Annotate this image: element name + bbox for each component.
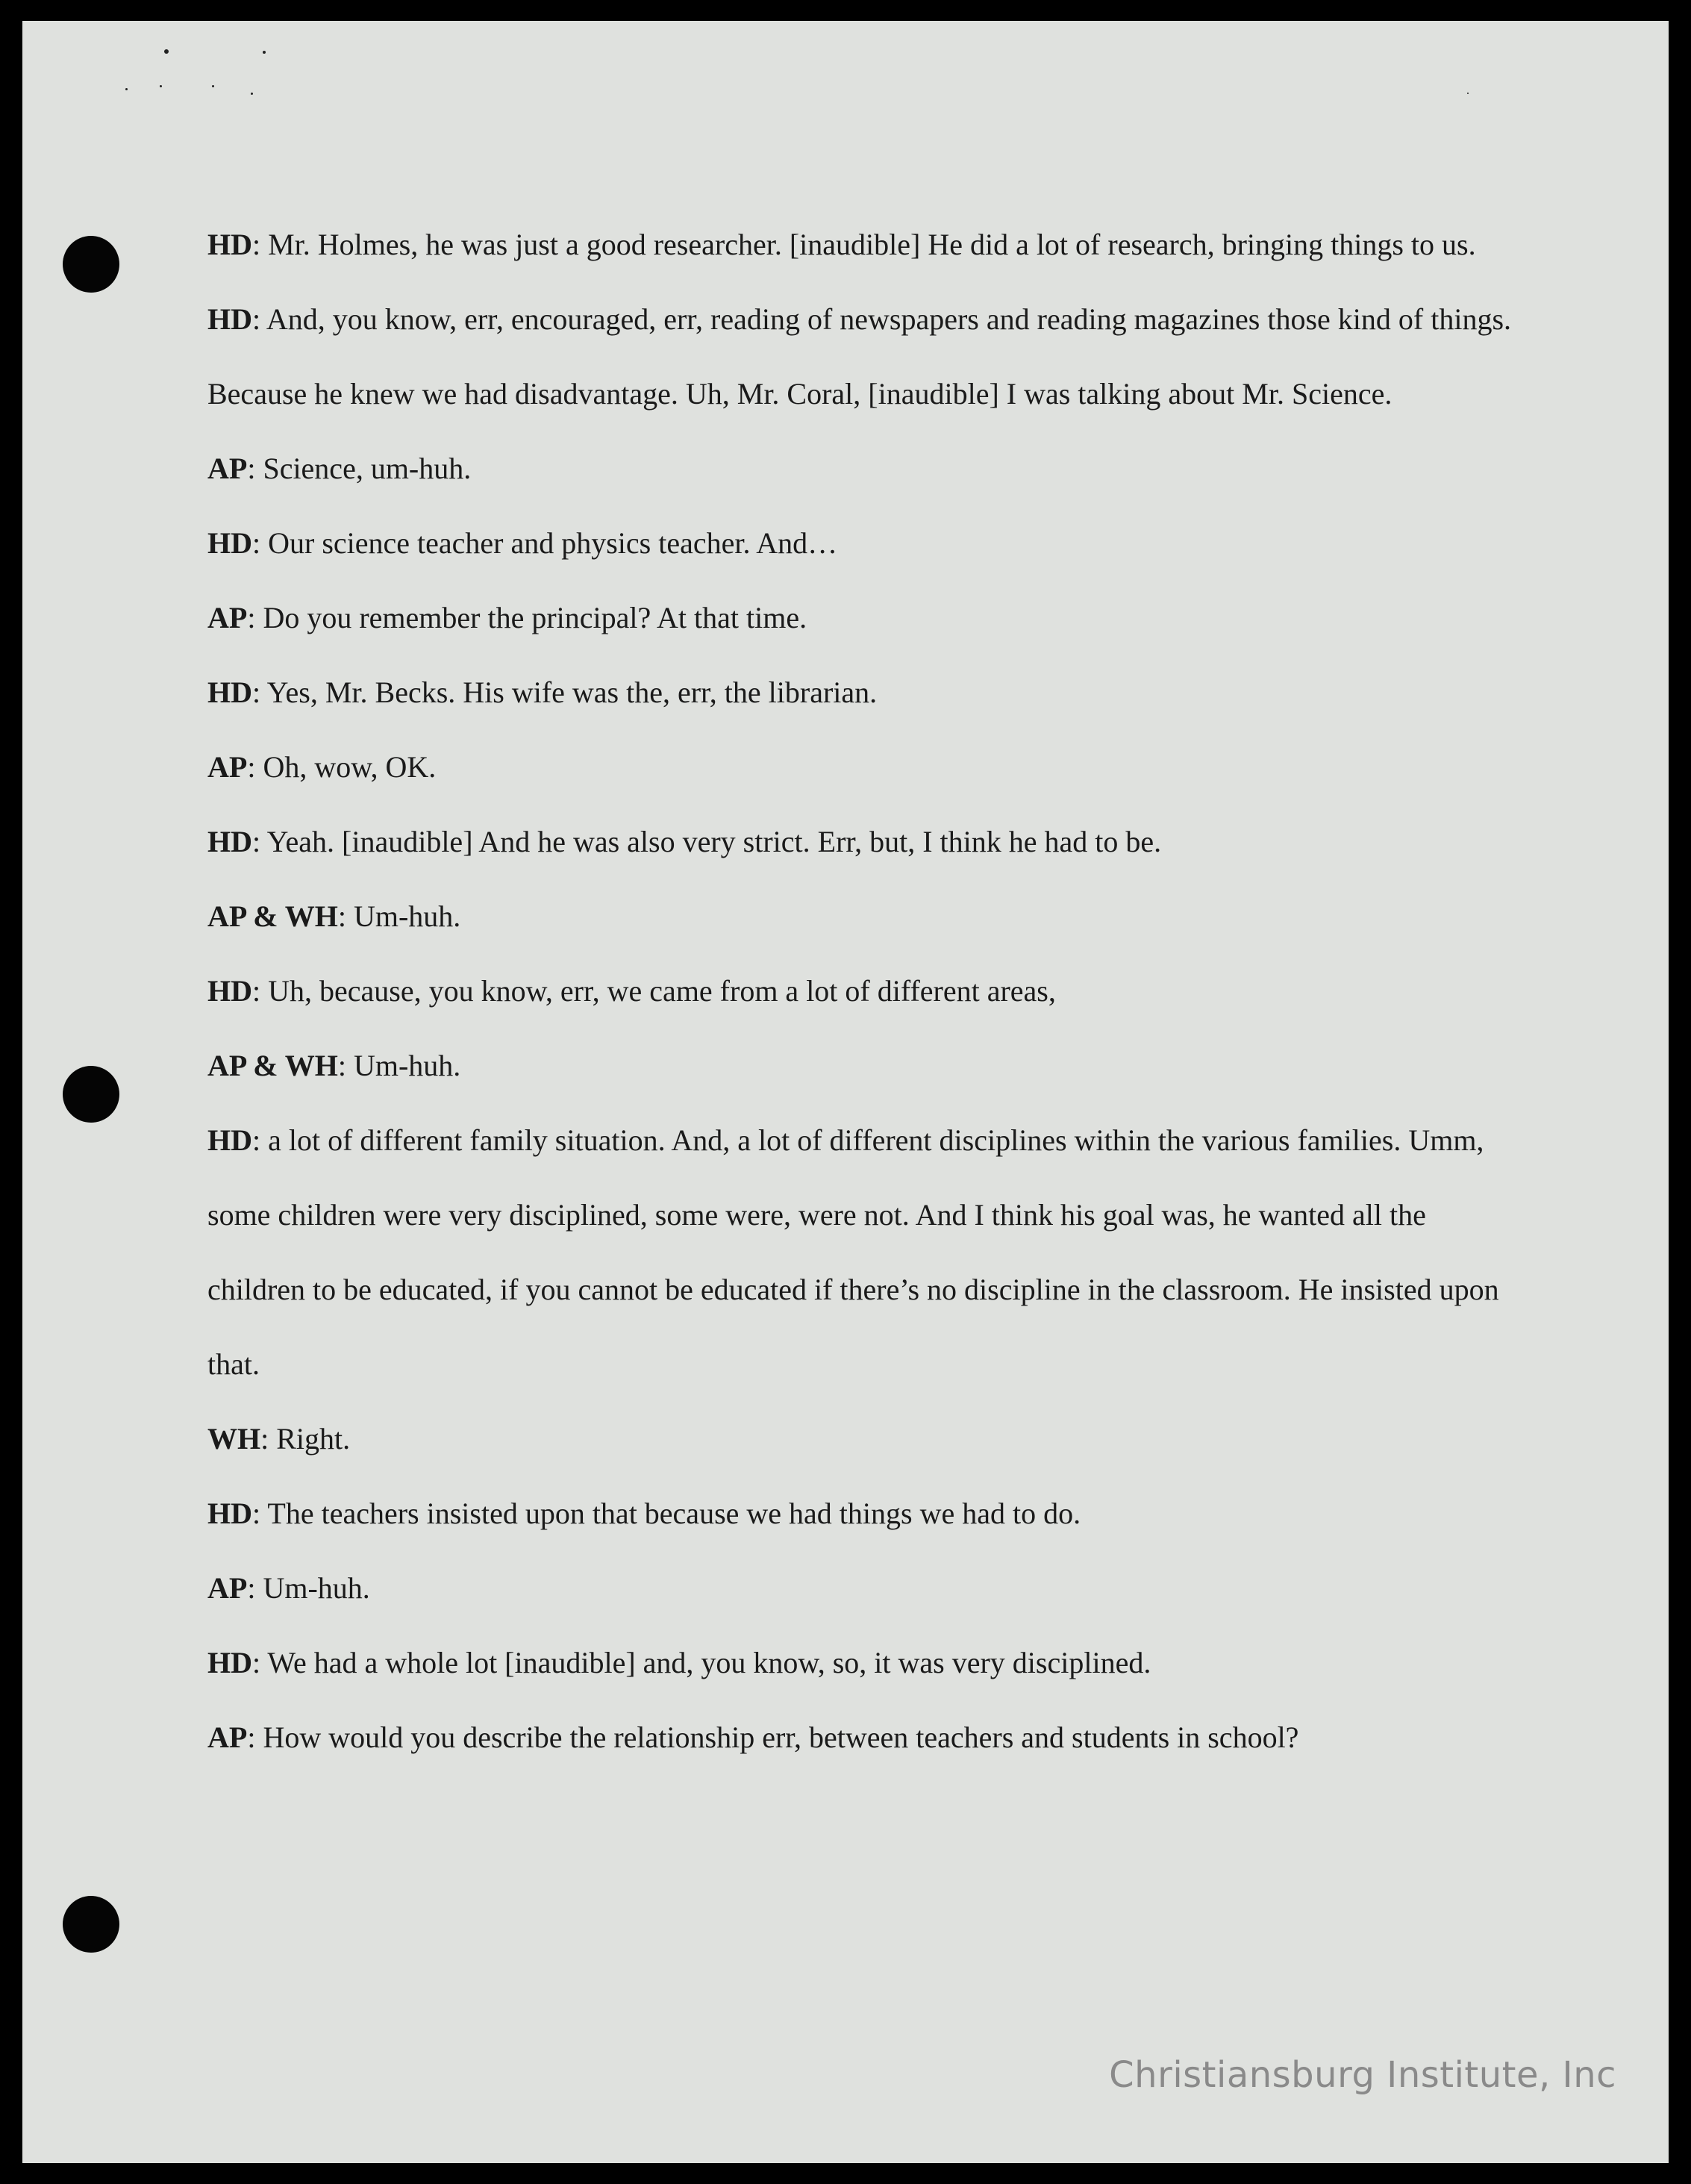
punch-hole-middle (63, 1066, 119, 1123)
transcript-entry (207, 730, 1521, 805)
transcript-entry (207, 879, 1521, 954)
paper-speck (164, 49, 169, 54)
transcript-page (22, 21, 1669, 2163)
utterance: : Our science teacher and physics teacher. And… (252, 526, 838, 560)
transcript-entry (207, 431, 1521, 506)
speaker-label: HD (207, 302, 252, 336)
speaker-label: HD (207, 676, 252, 709)
utterance: : Uh, because, you know, err, we came from a lot of different areas, (252, 974, 1056, 1008)
speaker-label: HD (207, 1497, 252, 1530)
transcript-entry (207, 208, 1521, 282)
utterance: : Yeah. [inaudible] And he was also very strict. Err, but, I think he had to be. (252, 825, 1162, 858)
transcript-body (207, 208, 1521, 1775)
speaker-label: AP (207, 601, 248, 634)
paper-speck (251, 93, 253, 95)
punch-hole-top (63, 236, 119, 293)
watermark: Christiansburg Institute, Inc (1109, 2054, 1616, 2096)
transcript-entry (207, 1402, 1521, 1476)
paper-speck (212, 85, 214, 87)
utterance: : a lot of different family situation. And, a lot of different disciplines within the various families. Umm, some children were very disciplined, some were, were not. And I think his goal was, he wanted all the children to be educated, if you cannot be educated if there’s no discipline in the classroom. He insisted upon that. (207, 1123, 1499, 1381)
speaker-label: AP & WH (207, 1049, 338, 1082)
utterance: : And, you know, err, encouraged, err, reading of newspapers and reading magazines those kind of things. Because he knew we had disadvantage. Uh, Mr. Coral, [inaudible] I was talking about Mr. Science. (207, 302, 1512, 411)
utterance: : Science, um-huh. (247, 452, 472, 485)
transcript-entry (207, 655, 1521, 730)
punch-hole-bottom (63, 1896, 119, 1953)
transcript-entry (207, 805, 1521, 879)
transcript-entry (207, 1626, 1521, 1700)
utterance: : How would you describe the relationship err, between teachers and students in school? (247, 1720, 1299, 1754)
paper-speck (160, 85, 162, 87)
transcript-entry (207, 1103, 1521, 1402)
utterance: : Um-huh. (337, 1049, 461, 1082)
utterance: : We had a whole lot [inaudible] and, you know, so, it was very disciplined. (252, 1646, 1151, 1679)
utterance: : Do you remember the principal? At that time. (247, 601, 807, 634)
speaker-label: HD (207, 228, 252, 261)
paper-speck (125, 88, 128, 90)
utterance: : Oh, wow, OK. (247, 750, 437, 784)
speaker-label: AP (207, 1720, 248, 1754)
transcript-entry (207, 506, 1521, 581)
transcript-entry (207, 1551, 1521, 1626)
speaker-label: HD (207, 974, 252, 1008)
speaker-label: HD (207, 1123, 252, 1157)
speaker-label: HD (207, 526, 252, 560)
transcript-entry (207, 1700, 1521, 1775)
transcript-entry (207, 282, 1521, 431)
paper-speck (1467, 93, 1469, 94)
utterance: : Right. (260, 1422, 351, 1456)
transcript-entry (207, 954, 1521, 1029)
transcript-entry (207, 581, 1521, 655)
speaker-label: HD (207, 1646, 252, 1679)
speaker-label: AP (207, 1571, 248, 1605)
utterance: : Um-huh. (337, 899, 461, 933)
transcript-entry (207, 1476, 1521, 1551)
utterance: : Mr. Holmes, he was just a good researcher. [inaudible] He did a lot of research, bringing things to us. (252, 228, 1476, 261)
speaker-label: AP & WH (207, 899, 338, 933)
paper-speck (263, 51, 266, 54)
utterance: : Um-huh. (247, 1571, 370, 1605)
utterance: : Yes, Mr. Becks. His wife was the, err, the librarian. (252, 676, 878, 709)
speaker-label: AP (207, 452, 248, 485)
speaker-label: HD (207, 825, 252, 858)
transcript-entry (207, 1029, 1521, 1103)
speaker-label: WH (207, 1422, 261, 1456)
speaker-label: AP (207, 750, 248, 784)
utterance: : The teachers insisted upon that because we had things we had to do. (252, 1497, 1081, 1530)
